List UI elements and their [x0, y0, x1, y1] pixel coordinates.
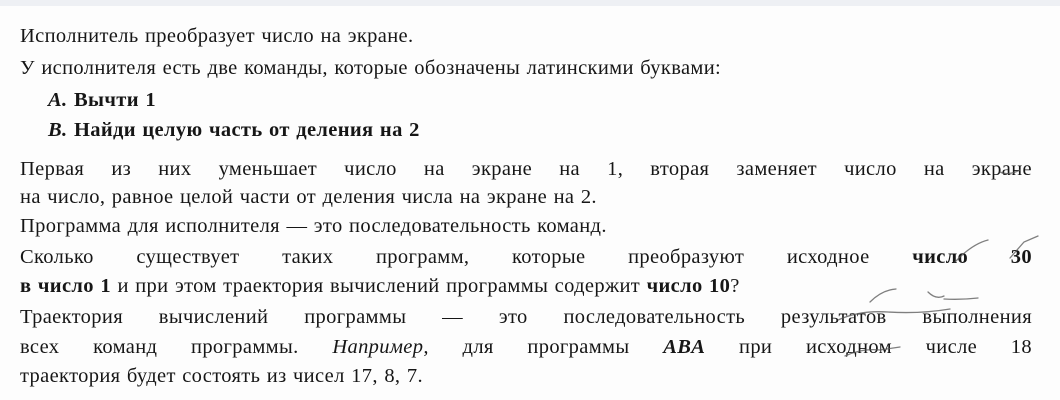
question-required-number: число 10	[646, 275, 731, 297]
command-a-text: Вычти 1	[73, 89, 156, 111]
question-line-2	[20, 274, 740, 298]
question-source-number: число 30	[912, 246, 1032, 268]
trajectory-line-1: Траектория вычислений программы — это последовательность результатов выполнения	[20, 306, 1032, 328]
paragraph-1-line-2: на число, равное целой части от деления числа на экране на 2.	[20, 186, 597, 208]
trajectory-line-2-end: при исходном числе 18	[739, 336, 1032, 358]
question-target-number: в число 1	[20, 275, 111, 297]
pen-arc-mark-3	[928, 292, 944, 297]
question-line-2-text: и при этом траектория вычислений программы содержит	[117, 275, 641, 297]
paragraph-2: Программа для исполнителя — это последовательность команд.	[20, 215, 607, 237]
trajectory-line-3: траектория будет состоять из чисел 17, 8, 7.	[20, 365, 423, 387]
question-line-1-text: Сколько существует таких программ, которые преобразуют исходное	[20, 246, 870, 268]
command-b	[48, 118, 420, 142]
pen-dash-mark	[944, 298, 978, 299]
top-strip	[0, 0, 1060, 6]
command-b-text: Найди целую часть от деления на 2	[73, 119, 420, 141]
intro-line-2: У исполнителя есть две команды, которые обозначены латинскими буквами:	[20, 57, 722, 79]
command-a-letter: A.	[48, 89, 68, 111]
command-a	[48, 88, 156, 112]
trajectory-line-2-start: всех команд программы.	[20, 336, 299, 358]
intro-line-1: Исполнитель преобразует число на экране.	[20, 25, 414, 47]
paragraph-1-line-1: Первая из них уменьшает число на экране на 1, вторая заменяет число на экране	[20, 158, 1032, 180]
trajectory-line-2-mid: для программы	[462, 336, 630, 358]
pen-arc-mark-2	[870, 289, 896, 302]
trajectory-line-2	[20, 335, 1032, 359]
question-mark: ?	[730, 275, 740, 297]
command-b-letter: B.	[48, 119, 68, 141]
example-program: ABA	[663, 336, 706, 358]
question-line-1	[20, 245, 1032, 269]
example-word: Например,	[332, 336, 429, 358]
